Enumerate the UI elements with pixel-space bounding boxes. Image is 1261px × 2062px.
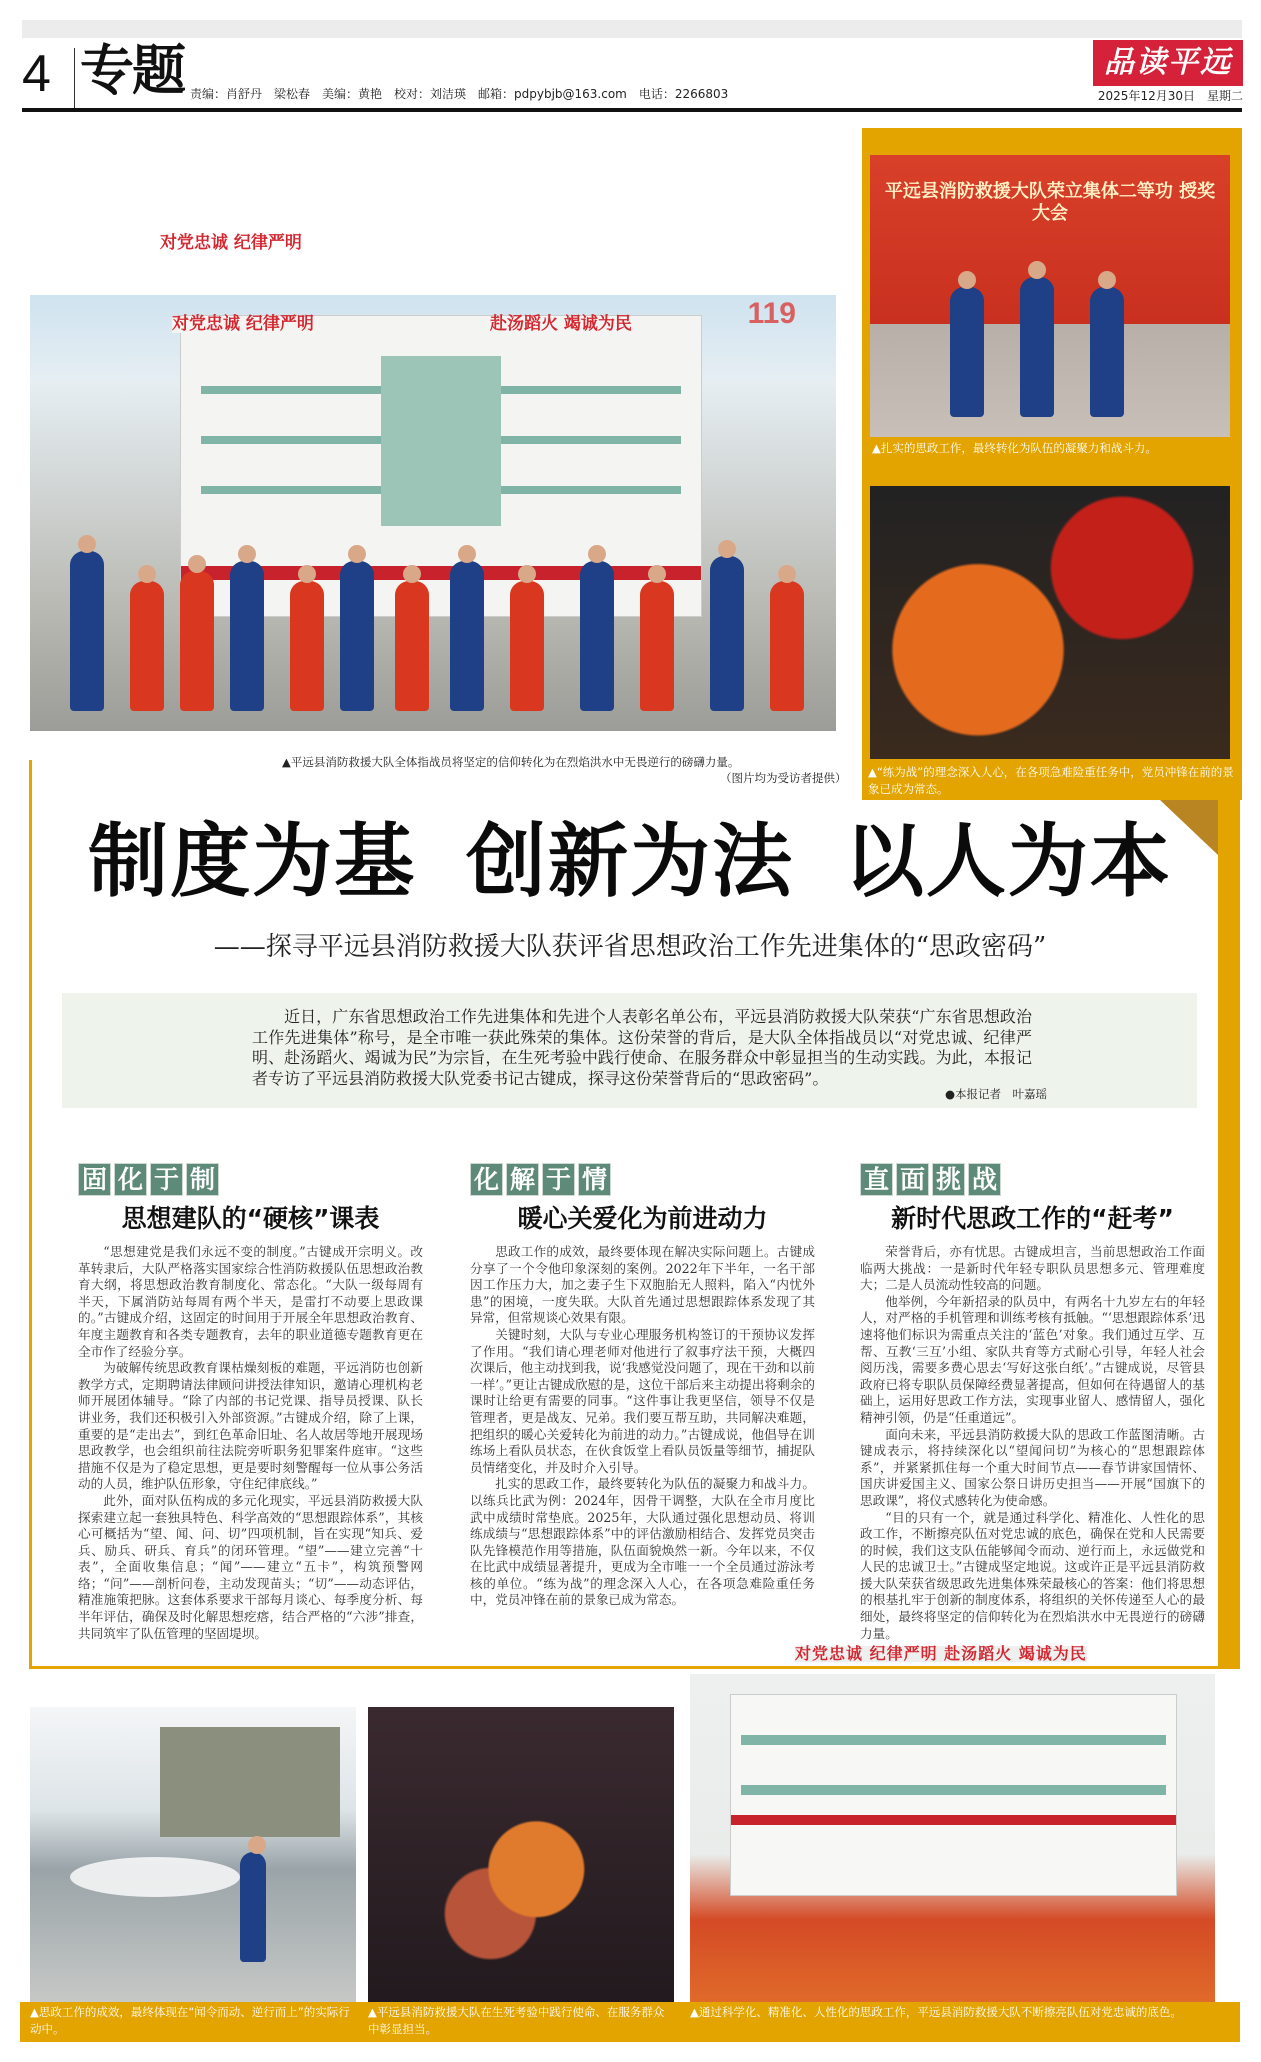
body-paragraph: 扎实的思政工作，最终要转化为队伍的凝聚力和战斗力。以练兵比武为例：2024年，因骨干调整，大队在全市月度比武中成绩时常垫底。2025年，大队通过强化思想动员、将训练成绩与“思想跟踪体系”中的评估激励相结合、发挥党员突击队先锋模范作用等措施，队伍面貌焕然一新。今年以来，不仅在比武中成绩显著提升，更成为全市唯一一个全员通过游泳考核的单位。“练为战”的理念深入人心，在各项急难险重任务中，党员冲锋在前的景象已成为常态。 (470, 1476, 815, 1608)
tag-char: 固 (78, 1163, 111, 1196)
frame-bottom-line (29, 1666, 1240, 1669)
building-sign-119: 119 (747, 297, 796, 330)
caption-bottom-3: ▲通过科学化、精准化、人性化的思政工作，平远县消防救援大队不断擦亮队伍对党忠诚的底色。 (690, 2005, 1182, 2019)
body-paragraph: “思想建党是我们永远不变的制度。”古键成开宗明义。改革转隶后，大队严格落实国家综合性消防救援队伍思想政治教育大纲，将思想政治教育制度化、常态化。“大队一级每周有半天，下属消防站每周有两个半天，是雷打不动要上思政课的。”古键成介绍，这固定的时间用于开展全年思想政治教育、年度主题教育和各类专题教育，去年的职业道德专题教育更在全市作了经验分享。 (78, 1244, 423, 1359)
byline: ●本报记者 叶嘉瑶 (944, 1087, 1047, 1101)
masthead-logo: 品读平远 (1093, 40, 1243, 86)
station-building (730, 1694, 1177, 1896)
body-paragraph: 此外，面对队伍构成的多元化现实，平远县消防救援大队探索建立起一套独具特色、科学高效的“思想跟踪体系”，其核心可概括为“望、闻、问、切”四项机制，旨在实现“知兵、爱兵、励兵、研兵、育兵”的闭环管理。“望”——建立完善“十表”，全面收集信息；“闻”——建立“五卡”，构筑预警网络；“问”——剖析问卷，主动发现苗头；“切”——动态评估，精准施策把脉。这套体系要求干部每月谈心、每季度分析、每半年评估，确保及时化解思想疙瘩，结合严格的“六涉”排查，共同筑牢了队伍管理的坚固堤坝。 (78, 1492, 423, 1641)
header-divider (74, 48, 75, 108)
top-band (22, 20, 1242, 38)
body-paragraph: 他举例，今年新招录的队员中，有两名十九岁左右的年轻人，对严格的手机管理和训练考核有抵触。“‘思想跟踪体系’迅速将他们标识为需重点关注的‘蓝色’对象。我们通过互学、互帮、互教‘三互’小组、家队共育等方式耐心引导，年轻人社会阅历浅，需要多费心思去‘写好这张白纸’。”古键成说，尽管县政府已将专职队员保障经费显著提高，但如何在待遇留人的基础上，运用好思政工作方法，实现事业留人、感情留人，强化精神引领，仍是“任重道远”。 (860, 1293, 1205, 1425)
tag-char: 化 (470, 1163, 503, 1196)
editor-credits: 责编：肖舒丹 梁松春 美编：黄艳 校对：刘洁瑛 邮箱：pdpybjb@163.com 电话：2266803 (190, 87, 729, 101)
tag-char: 挑 (932, 1163, 965, 1196)
section-tag (470, 1163, 815, 1196)
intro-text: 近日，广东省思想政治工作先进集体和先进个人表彰名单公布，平远县消防救援大队荣获“广东省思想政治工作先进集体”称号，是全市唯一获此殊荣的集体。这份荣誉的背后，是大队全体指战员以“对党忠诚、纪律严明、赴汤蹈火、竭诚为民”为宗旨，在生死考验中践行使命、在服务群众中彰显担当的生动实践。为此，本报记者专访了平远县消防救援大队党委书记古键成，探寻这份荣誉背后的“思政密码”。 (252, 1007, 1032, 1088)
caption-bottom-1: ▲思政工作的成效，最终体现在“闻令而动、逆行而上”的实际行动中。 (30, 2005, 350, 2036)
caption-right-bottom: ▲“练为战”的理念深入人心，在各项急难险重任务中，党员冲锋在前的景象已成为常态。 (868, 765, 1234, 796)
column-2 (470, 1163, 815, 1609)
tag-char: 于 (542, 1163, 575, 1196)
photo-rescue-with-party-flag (870, 486, 1230, 759)
article-title: 制度为基 创新为法 以人为本 (88, 815, 1172, 908)
tag-char: 化 (114, 1163, 147, 1196)
photo-fire-drill (30, 1707, 356, 2002)
ceremony-banner: 平远县消防救援大队荣立集体二等功 授奖大会 (884, 181, 1216, 224)
frame-right-bar (1218, 800, 1240, 1668)
section-tag (860, 1163, 1205, 1196)
main-photo-slogan-right: 赴汤蹈火 竭诚为民 (490, 314, 632, 334)
article-subtitle: ——探寻平远县消防救援大队获评省思想政治工作先进集体的“思政密码” (213, 932, 1047, 962)
caption-main: ▲平远县消防救援大队全体指战员将坚定的信仰转化为在烈焰洪水中无畏逆行的磅礴力量。 (282, 755, 740, 769)
section-tag (78, 1163, 423, 1196)
body-paragraph: 思政工作的成效，最终要体现在解决实际问题上。古键成分享了一个令他印象深刻的案例。2022年下半年，一名干部因工作压力大，加之妻子生下双胞胎无人照料，陷入“内忧外患”的困境，一度失联。大队首先通过思想跟踪体系发现了其异常，但常规谈心效果有限。 (470, 1244, 815, 1326)
caption-bottom-2: ▲平远县消防救援大队在生死考验中践行使命、在服务群众中彰显担当。 (368, 2005, 665, 2036)
frame-left-line (29, 760, 32, 1668)
body-paragraph: “目的只有一个，就是通过科学化、精准化、人性化的思政工作，不断擦亮队伍对党忠诚的底色，确保在党和人民需要的时候，我们这支队伍能够闻令而动、逆行而上，永远做党和人民的忠诚卫士。”古键成坚定地说。这或许正是平远县消防救援大队荣获省级思政先进集体殊荣最核心的答案：他们将思想的根基扎牢于创新的制度体系，将组织的关怀传递至人心的最细处，最终将坚定的信仰转化为在烈焰洪水中无畏逆行的磅礴力量。 (860, 1509, 1205, 1641)
column-3 (860, 1163, 1205, 1642)
main-photo-fire-brigade-salute (30, 233, 836, 731)
body-paragraph: 为破解传统思政教育课枯燥刻板的难题，平远消防也创新教学方式，定期聘请法律顾问讲授法律知识，邀请心理机构老师开展团体辅导。“除了内部的书记党课、指导员授课、队长讲业务，我们还积极引入外部资源。”古键成介绍，除了上课，重要的是“走出去”，到红色革命旧址、名人故居等地开展现场思政教学，也会组织前往法院旁听职务犯罪案件庭审。“这些措施不仅是为了稳定思想，更是要时刻警醒每一位从事公务活动的人员，维护队伍形象，守住纪律底线。” (78, 1360, 423, 1492)
photo-night-rescue (368, 1707, 674, 2002)
tag-char: 于 (150, 1163, 183, 1196)
photo-credit: （图片均为受访者提供） (720, 771, 847, 785)
section-heading: 思想建队的“硬核”课表 (121, 1204, 380, 1233)
photo-assembly-at-station (690, 1674, 1215, 2002)
bottom-photo-slogan: 对党忠诚 纪律严明 赴汤蹈火 竭诚为民 (795, 1644, 1087, 1663)
photo-award-ceremony (870, 155, 1230, 437)
tag-char: 情 (578, 1163, 611, 1196)
tag-char: 面 (896, 1163, 929, 1196)
body-paragraph: 关键时刻，大队与专业心理服务机构签订的干预协议发挥了作用。“我们请心理老师对他进行了叙事疗法干预，大概四次课后，他主动找到我，说‘我感觉没问题了，现在干劲和以前一样’。”更让古键成欣慰的是，这位干部后来主动提出将剩余的课时让给更有需要的同事。“这件事让我更坚信，领导不仅是管理者，更是战友、兄弟。我们要互帮互助，共同解决难题，把组织的暖心关爱转化为前进的动力。”古键成说，他倡导在训练场上看队员状态，在伙食饭堂上看队员饭量等细节，捕捉队员情绪变化，并及时介入引导。 (470, 1326, 815, 1475)
section-title: 专题 (80, 39, 184, 102)
section-heading: 暖心关爱化为前进动力 (517, 1204, 768, 1233)
body-paragraph: 荣誉背后，亦有忧思。古键成坦言，当前思想政治工作面临两大挑战：一是新时代年轻专职队员思想多元、管理难度大；二是人员流动性较高的问题。 (860, 1244, 1205, 1293)
body-paragraph: 面向未来，平远县消防救援大队的思政工作蓝图清晰。古键成表示，将持续深化以“望闻问切”为核心的“思想跟踪体系”，并紧紧抓住每一个重大时间节点——春节讲家国情怀、国庆讲爱国主义、国家公祭日讲历史担当——开展“国旗下的思政课”，将仪式感转化为使命感。 (860, 1426, 1205, 1508)
column-1 (78, 1163, 423, 1642)
tag-char: 直 (860, 1163, 893, 1196)
main-photo-slogan-left: 对党忠诚 纪律严明 (172, 314, 314, 334)
page-number: 4 (22, 45, 51, 103)
section-heading: 新时代思政工作的“赶考” (891, 1204, 1174, 1233)
tag-char: 解 (506, 1163, 539, 1196)
building-slogan-left-text: 对党忠诚 纪律严明 (160, 233, 302, 253)
caption-right-top: ▲扎实的思政工作，最终转化为队伍的凝聚力和战斗力。 (872, 441, 1157, 455)
header-rule (22, 108, 1242, 112)
intro-box (62, 993, 1197, 1108)
issue-date: 2025年12月30日 星期二 (1097, 89, 1243, 103)
tag-char: 制 (186, 1163, 219, 1196)
tag-char: 战 (968, 1163, 1001, 1196)
